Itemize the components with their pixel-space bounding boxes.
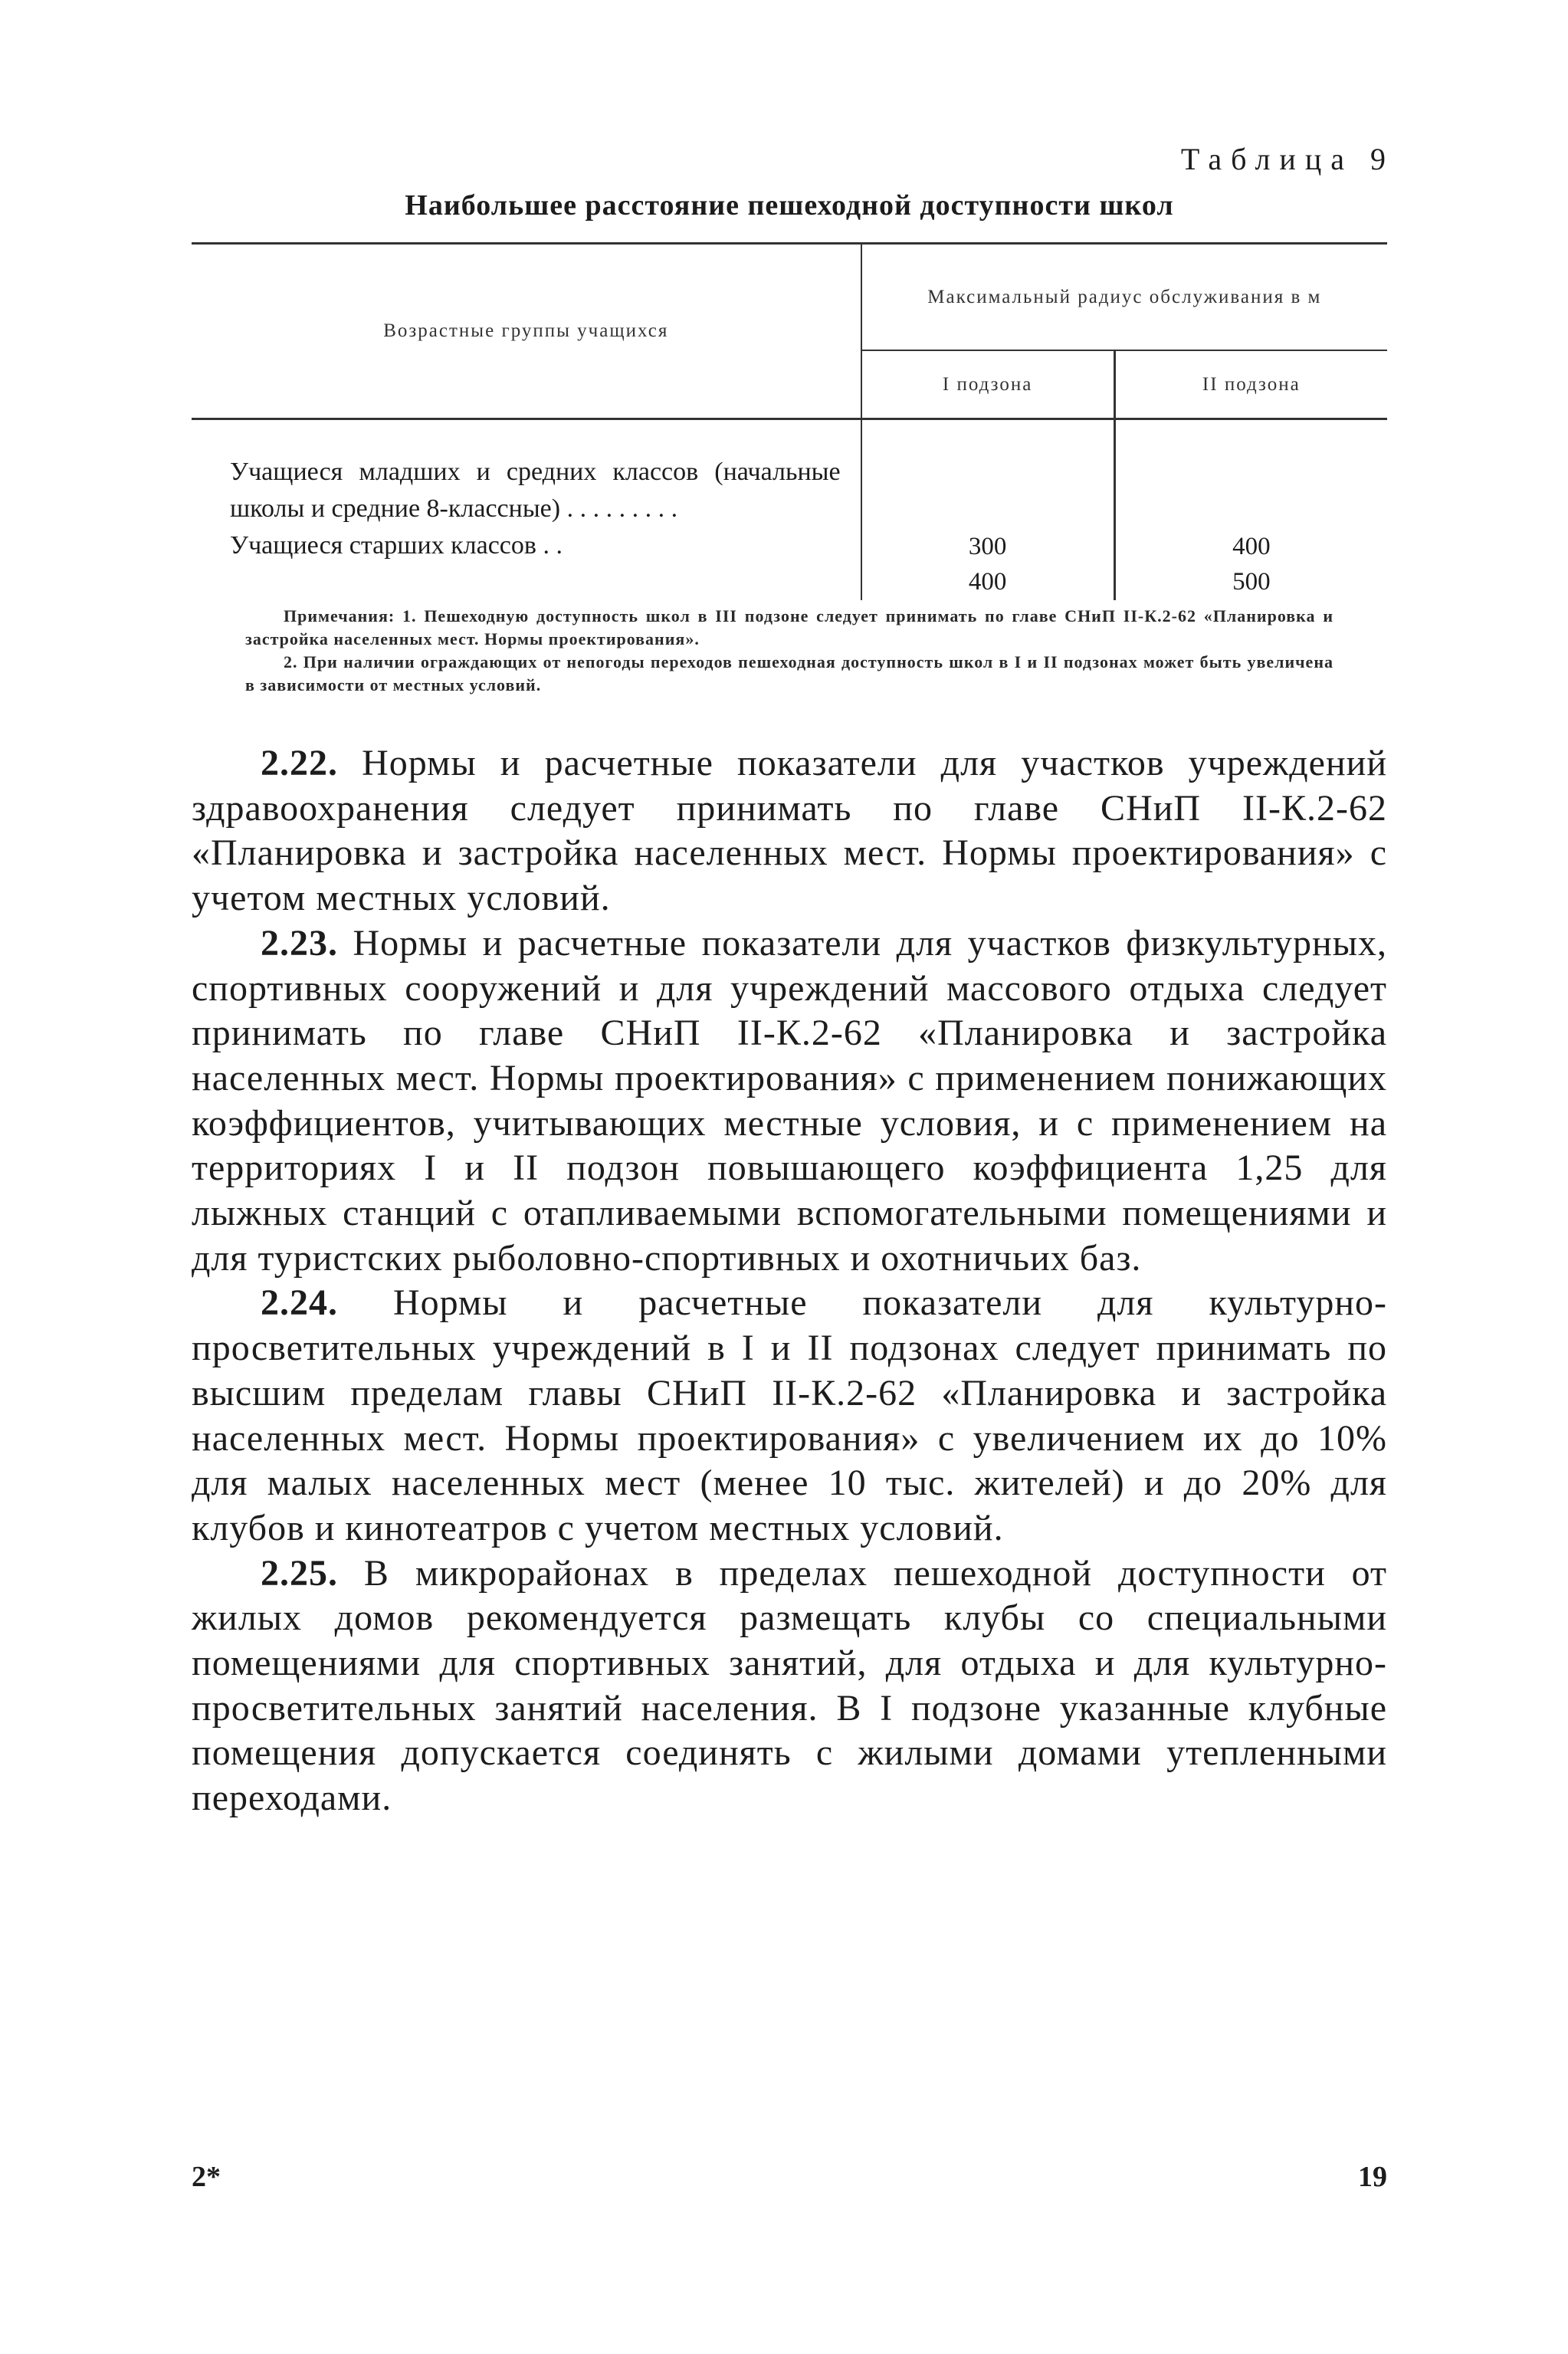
age-group-row-1: Учащиеся младших и средних классов (начальные школы и средние 8-классные) . . . . . . . . . — [230, 458, 841, 523]
zone-1-value-row-1: 300 — [968, 533, 1007, 560]
table-row — [192, 419, 1387, 601]
signature-mark: 2* — [192, 2161, 221, 2193]
zone-1-values — [861, 419, 1115, 601]
note-2: 2. При наличии ограждающих от непогоды переходов пешеходная доступность школ в I и II подзонах может быть увеличена в зависимости от местных условий. — [245, 652, 1333, 694]
table-notes — [192, 605, 1387, 697]
paragraph-number: 2.24. — [261, 1282, 338, 1324]
age-group-row-2: Учащиеся старших классов . . — [230, 531, 563, 560]
paragraph-text: В микрорайонах в пределах пешеходной доступности от жилых домов рекомендуется размещать клубы со специальными помещениями для спортивных занятий, для отдыха и для культурно-просветительных занятий населения. В I подзоне указанные клубные помещения допускается соединять с жилыми домами утепленными переходами. — [192, 1552, 1388, 1819]
zone-1-value-row-2: 400 — [968, 568, 1007, 596]
norms-table — [192, 242, 1387, 600]
paragraph-number: 2.23. — [261, 922, 338, 964]
body-text — [192, 741, 1387, 1821]
table-title: Наибольшее расстояние пешеходной доступности школ — [405, 189, 1174, 222]
paragraph-2-23 — [192, 921, 1387, 1282]
header-age-groups: Возрастные группы учащихся — [192, 244, 861, 419]
page — [192, 138, 1395, 1821]
header-zone-1: I подзона — [861, 350, 1115, 419]
paragraph-number: 2.25. — [261, 1552, 338, 1594]
header-max-radius: Максимальный радиус обслуживания в м — [861, 244, 1387, 351]
paragraph-text: Нормы и расчетные показатели для участков учреждений здравоохранения следует принимать по главе СНиП II-К.2-62 «Планировка и застройка населенных мест. Нормы проектирования» с учетом местных условий. — [192, 743, 1388, 919]
age-groups-cell — [192, 419, 861, 601]
paragraph-2-25 — [192, 1551, 1387, 1821]
header-zone-2: II подзона — [1114, 350, 1387, 419]
zone-2-value-row-2: 500 — [1232, 568, 1271, 596]
table-label: Таблица 9 — [1180, 142, 1395, 176]
page-number: 19 — [1358, 2161, 1387, 2193]
paragraph-text: Нормы и расчетные показатели для участков физкультурных, спортивных сооружений и для учреждений массового отдыха следует принимать по главе СНиП II-К.2-62 «Планировка и застройка населенных мест. Нормы проектирования» с применением понижающих коэффициентов, учитывающих местные условия, и с применением на территориях I и II подзон повышающего коэффициента 1,25 для лыжных станций с отапливаемыми вспомогательными помещениями и для туристских рыболовно-спортивных и охотничьих баз. — [192, 922, 1387, 1279]
paragraph-number: 2.22. — [261, 743, 338, 783]
paragraph-2-22 — [192, 741, 1387, 921]
zone-2-values — [1114, 419, 1387, 601]
zone-2-value-row-1: 400 — [1232, 533, 1271, 560]
paragraph-text: Нормы и расчетные показатели для культурно-просветительных учреждений в I и II подзонах следует принимать по высшим пределам главы СНиП II-К.2-62 «Планировка и застройка населенных мест. Нормы проектирования» с увеличением их до 10% для малых населенных мест (менее 10 тыс. жителей) и до 20% для клубов и кинотеатров с учетом местных условий. — [192, 1282, 1388, 1548]
paragraph-2-24 — [192, 1281, 1387, 1551]
note-1: Примечания: 1. Пешеходную доступность школ в III подзоне следует принимать по главе СНиП II-К.2-62 «Планировка и застройка населенных мест. Нормы проектирования». — [245, 606, 1333, 648]
